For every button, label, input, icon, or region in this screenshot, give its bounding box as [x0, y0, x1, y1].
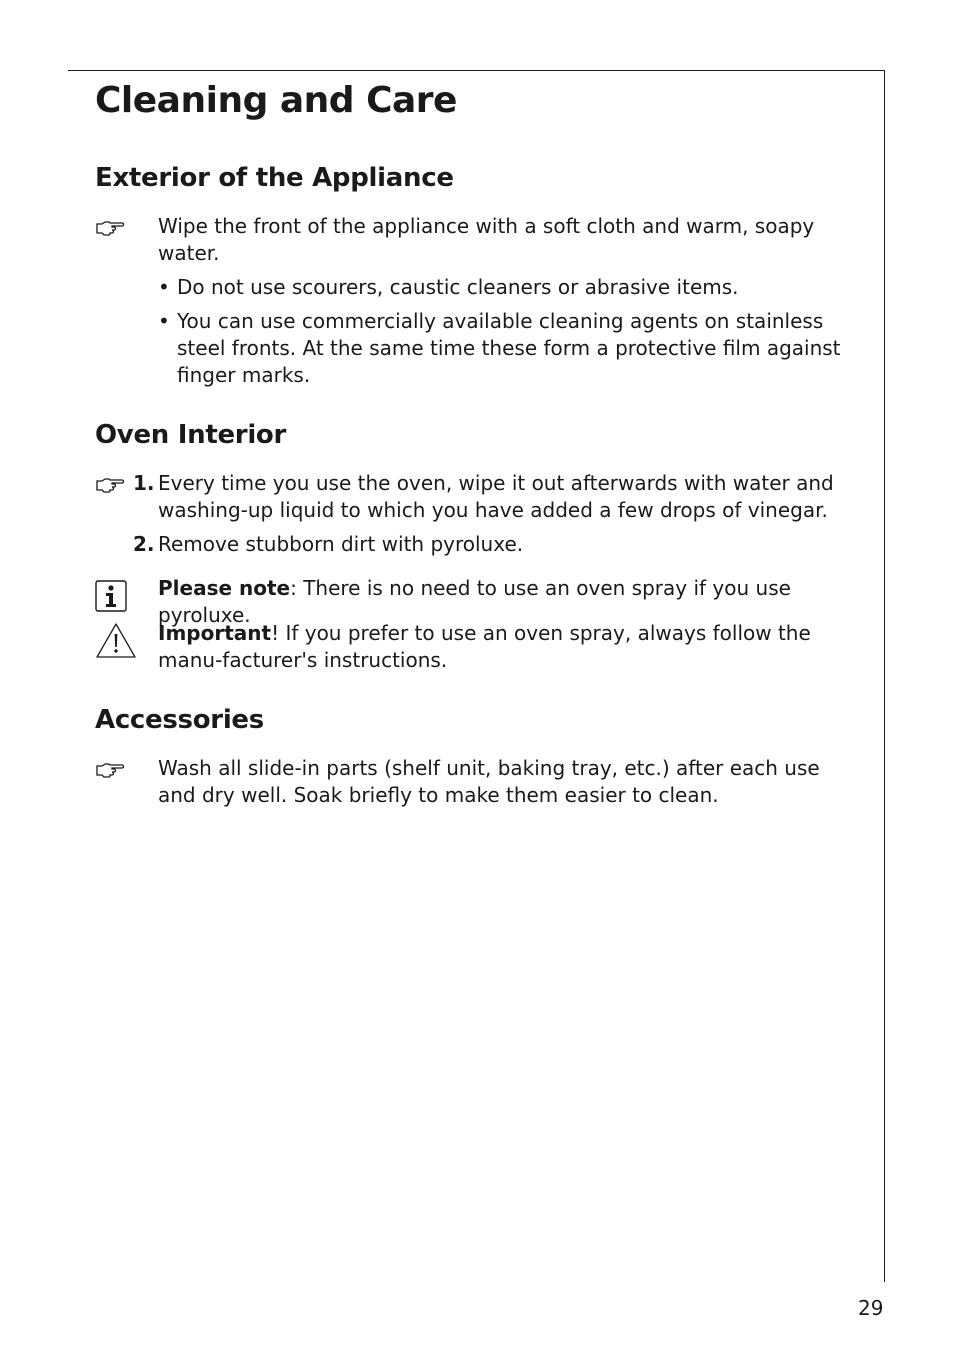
bullet-dot: •	[158, 275, 170, 299]
warning-icon	[95, 622, 137, 660]
important-label: Important	[158, 621, 272, 645]
list-item-text: Do not use scourers, caustic cleaners or abrasive items.	[177, 275, 739, 299]
important-text	[158, 620, 863, 674]
pointing-hand-icon	[95, 477, 125, 493]
pointing-hand-icon	[95, 762, 125, 778]
step-number: 2.	[133, 532, 155, 556]
step-text: Every time you use the oven, wipe it out afterwards with water and washing-up liquid to which you have added a few drops of vinegar.	[158, 471, 834, 522]
list-item	[158, 308, 863, 389]
bullet-dot: •	[158, 309, 170, 333]
right-rule	[884, 70, 885, 1282]
accessories-instruction: Wash all slide-in parts (shelf unit, baking tray, etc.) after each use and dry well. Soak briefly to make them easier to clean.	[158, 756, 820, 807]
page-title: Cleaning and Care	[95, 80, 457, 121]
list-item-text: You can use commercially available cleaning agents on stainless steel fronts. At the same time these form a protective film against finger marks.	[177, 309, 841, 387]
step-number: 1.	[133, 471, 155, 495]
page-number: 29	[858, 1296, 884, 1320]
exterior-instruction: Wipe the front of the appliance with a soft cloth and warm, soapy water.	[158, 214, 815, 265]
please-note-body: : There is no need to use an oven spray if you use pyroluxe.	[158, 576, 791, 627]
oven-interior-heading: Oven Interior	[95, 420, 287, 450]
top-rule	[68, 70, 885, 71]
pointing-hand-icon	[95, 220, 125, 236]
please-note-label: Please note	[158, 576, 291, 600]
list-item	[158, 274, 863, 301]
important-body: ! If you prefer to use an oven spray, always follow the manu-facturer's instructions.	[158, 621, 811, 672]
info-icon	[95, 580, 127, 612]
accessories-heading: Accessories	[95, 705, 264, 735]
exterior-heading: Exterior of the Appliance	[95, 163, 454, 193]
step-text: Remove stubborn dirt with pyroluxe.	[158, 532, 524, 556]
